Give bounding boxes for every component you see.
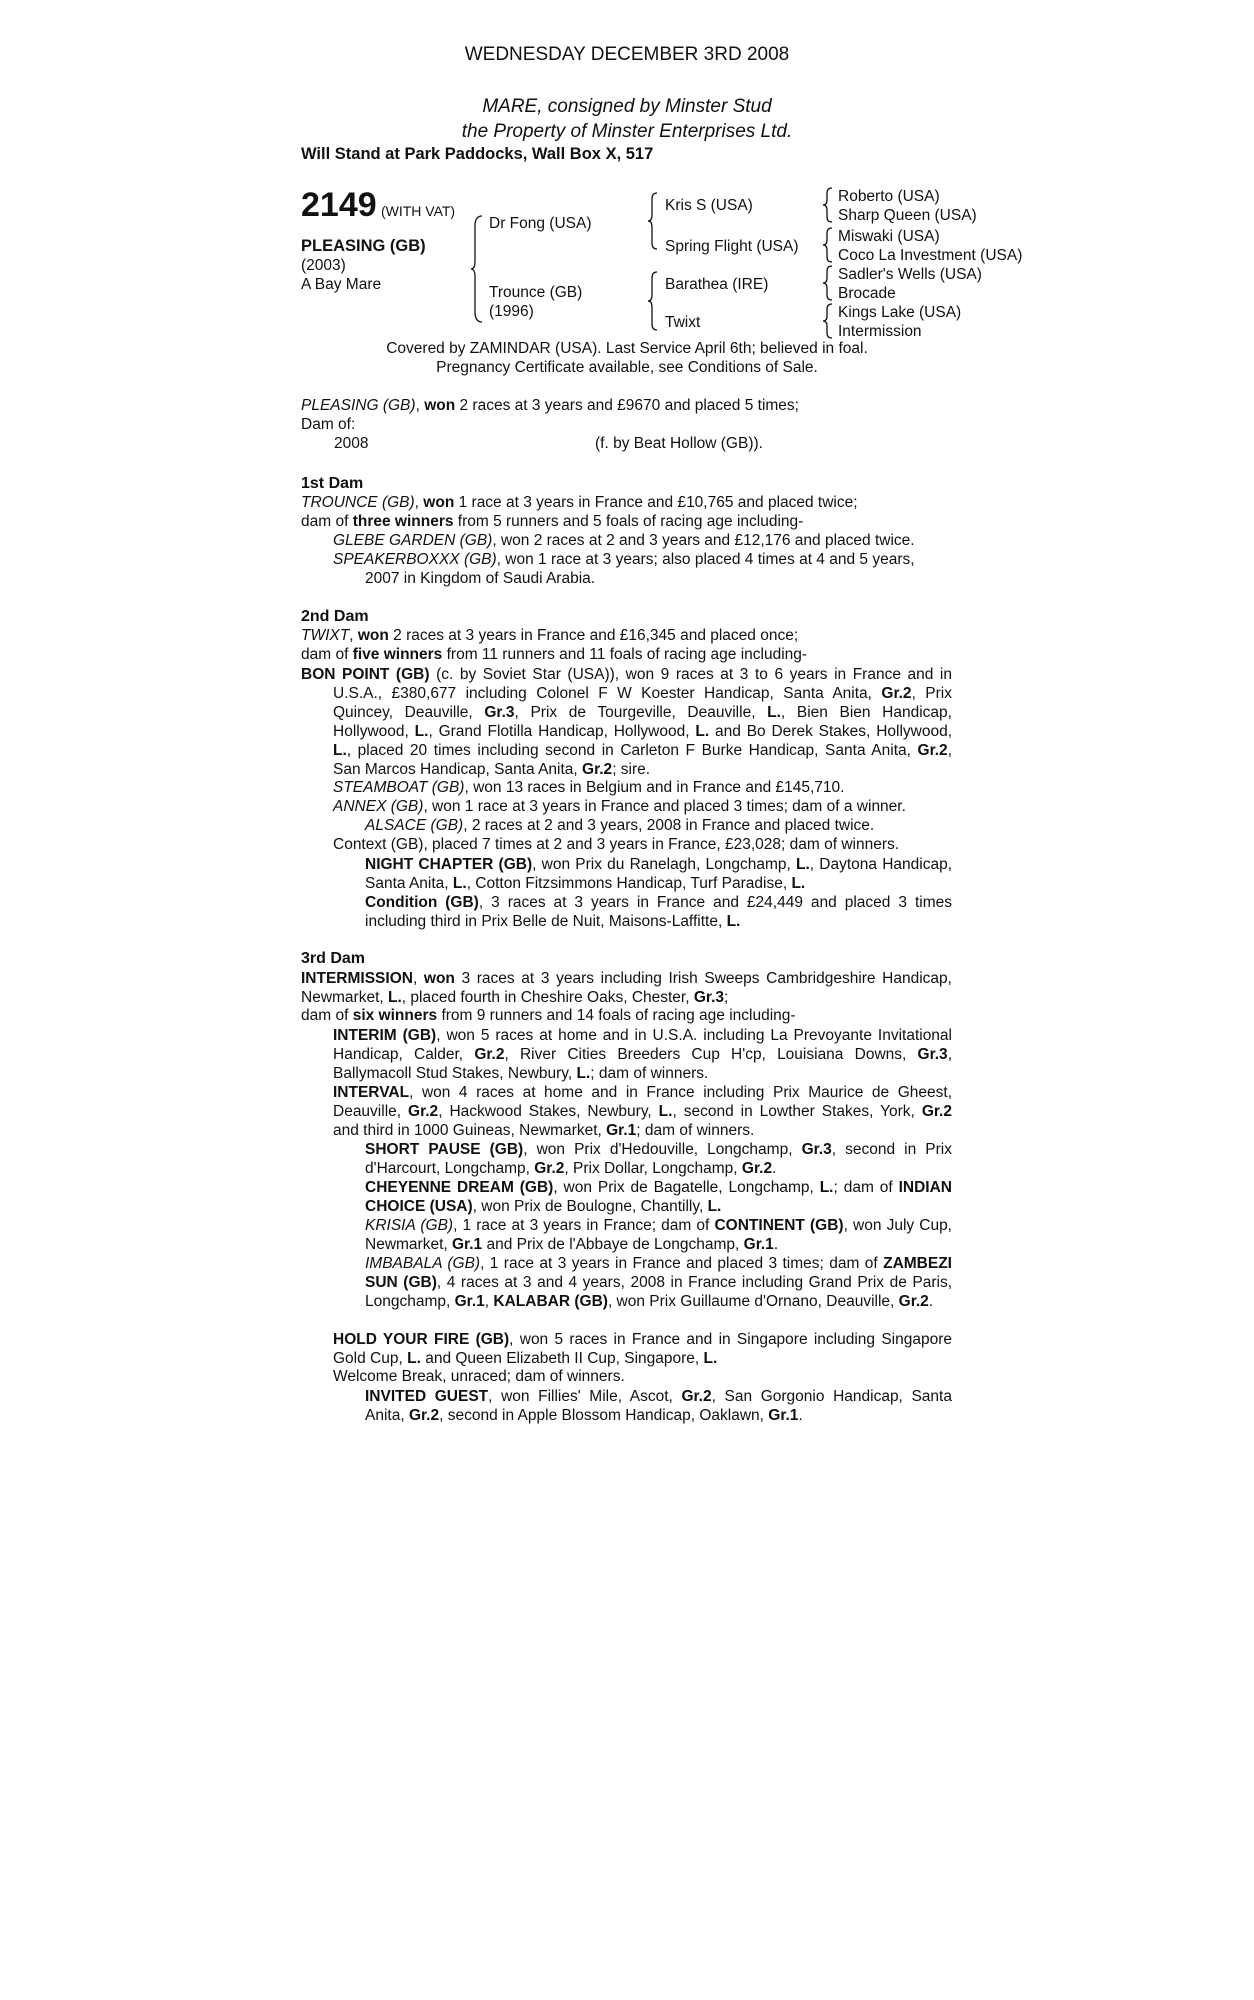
ggparent-3: Miswaki (USA) — [838, 228, 940, 245]
ggparent-7: Kings Lake (USA) — [838, 304, 962, 321]
first-dam-progeny-1: GLEBE GARDEN (GB), won 2 races at 2 and 3 years and £12,176 and placed twice. — [333, 532, 915, 549]
krisia-entry: KRISIA (GB), 1 race at 3 years in France; dam of CONTINENT (GB), won July Cup, Newmarket, Gr.1 and Prix de l'Abbaye de Longchamp, Gr.1. — [365, 1217, 952, 1253]
granddam-1: Spring Flight (USA) — [665, 238, 799, 255]
night-chapter-entry: NIGHT CHAPTER (GB), won Prix du Ranelagh, Longchamp, L., Daytona Handicap, Santa Anita, L., Cotton Fitzsimmons Handicap, Turf Paradise, L. — [365, 856, 952, 892]
first-dam-produce-summary: dam of three winners from 5 runners and 5 foals of racing age including- — [301, 513, 804, 530]
ggparent-2: Sharp Queen (USA) — [838, 207, 977, 224]
third-dam-heading: 3rd Dam — [301, 950, 366, 967]
ggparent-1: Roberto (USA) — [838, 188, 940, 205]
context-entry: Context (GB), placed 7 times at 2 and 3 years in France, £23,028; dam of winners. — [333, 836, 900, 853]
imbabala-entry: IMBABALA (GB), 1 race at 3 years in France and placed 3 times; dam of ZAMBEZI SUN (GB), 4 races at 3 and 4 years, 2008 in France including Grand Prix de Paris, Longchamp, Gr.1, KALABAR (GB), won Prix Guillaume d'Ornano, Deauville, Gr.2. — [365, 1255, 953, 1310]
third-dam-record: INTERMISSION, won 3 races at 3 years including Irish Sweeps Cambridgeshire Handicap, Newmarket, L., placed fourth in Cheshire Oaks, Chester, Gr.3; — [301, 970, 952, 1006]
dam-year: (1996) — [489, 303, 534, 320]
first-dam-record: TROUNCE (GB), won 1 race at 3 years in France and £10,765 and placed twice; — [301, 494, 858, 511]
first-dam-heading: 1st Dam — [301, 475, 364, 492]
bon-point-entry: BON POINT (GB) (c. by Soviet Star (USA)), won 9 races at 3 to 6 years in France and in U.S.A., £380,677 including Colonel F W Koester Handicap, Santa Anita, Gr.2, Prix Quincey, Deauville, Gr.3, Prix de Tourgeville, Deauville, L., Bien Bien Handicap, Hollywood, L., Grand Flotilla Handicap, Hollywood, L. and Bo Derek Stakes, Hollywood, L., placed 20 times including second in Carleton F Burke Handicap, Santa Anita, Gr.2, San Marcos Handicap, Santa Anita, Gr.2; sire. — [301, 666, 953, 778]
produce-description: (f. by Beat Hollow (GB)). — [595, 435, 763, 452]
condition-entry: Condition (GB), 3 races at 3 years in France and £24,449 and placed 3 times including third in Prix Belle de Nuit, Maisons-Laffitte, L. — [365, 894, 952, 930]
covered-line: Covered by ZAMINDAR (USA). Last Service April 6th; believed in foal. — [386, 340, 868, 357]
sire-line-brace — [647, 191, 659, 251]
short-pause-entry: SHORT PAUSE (GB), won Prix d'Hedouville, Longchamp, Gr.3, second in Prix d'Harcourt, Longchamp, Gr.2, Prix Dollar, Longchamp, Gr.2. — [365, 1141, 952, 1177]
lot-number: 2149 — [301, 186, 377, 224]
record-horse-name: PLEASING (GB) — [301, 397, 416, 414]
dam-of-label: Dam of: — [301, 416, 356, 433]
ggparent-4: Coco La Investment (USA) — [838, 247, 1023, 264]
third-dam-produce-summary: dam of six winners from 9 runners and 14 foals of racing age including- — [301, 1007, 796, 1024]
stand-location: Will Stand at Park Paddocks, Wall Box X, 517 — [301, 145, 654, 163]
welcome-break-entry: Welcome Break, unraced; dam of winners. — [333, 1368, 625, 1385]
ggparent-8: Intermission — [838, 323, 922, 340]
ggparent-5: Sadler's Wells (USA) — [838, 266, 982, 283]
sale-date: WEDNESDAY DECEMBER 3RD 2008 — [464, 44, 790, 65]
mare-record: PLEASING (GB), won 2 races at 3 years and £9670 and placed 5 times; — [301, 397, 799, 414]
barathea-brace — [822, 264, 834, 302]
horse-name: PLEASING (GB) — [301, 237, 426, 255]
lot-number-block — [301, 186, 455, 225]
twixt-brace — [822, 302, 834, 340]
interval-entry: INTERVAL, won 4 races at home and in France including Prix Maurice de Gheest, Deauville, Gr.2, Hackwood Stakes, Newbury, L., second in Lowther Stakes, York, Gr.2 and third in 1000 Guineas, Newmarket, Gr.1; dam of winners. — [333, 1084, 952, 1139]
second-dam-produce-summary: dam of five winners from 11 runners and 11 foals of racing age including- — [301, 646, 808, 663]
ggparent-6: Brocade — [838, 285, 896, 302]
dam-name: Trounce (GB) — [489, 284, 583, 301]
dam-line-brace — [647, 270, 659, 332]
steamboat-entry: STEAMBOAT (GB), won 13 races in Belgium and in France and £145,710. — [333, 779, 845, 796]
second-dam-heading: 2nd Dam — [301, 608, 369, 625]
first-dam-progeny-2: SPEAKERBOXXX (GB), won 1 race at 3 years; also placed 4 times at 4 and 5 years, — [333, 551, 915, 568]
annex-entry: ANNEX (GB), won 1 race at 3 years in France and placed 3 times; dam of a winner. — [333, 798, 906, 815]
kris-s-brace — [822, 186, 834, 224]
sire-name: Dr Fong (USA) — [489, 215, 592, 232]
invited-guest-entry: INVITED GUEST, won Fillies' Mile, Ascot, Gr.2, San Gorgonio Handicap, Santa Anita, Gr.2, second in Apple Blossom Handicap, Oaklawn, Gr.1. — [365, 1388, 952, 1424]
alsace-entry: ALSACE (GB), 2 races at 2 and 3 years, 2008 in France and placed twice. — [365, 817, 875, 834]
consignor-line: MARE, consigned by Minster Stud — [482, 96, 772, 117]
produce-year: 2008 — [334, 435, 369, 452]
spring-flight-brace — [822, 226, 834, 264]
cheyenne-dream-entry: CHEYENNE DREAM (GB), won Prix de Bagatelle, Longchamp, L.; dam of INDIAN CHOICE (USA), won Prix de Boulogne, Chantilly, L. — [365, 1179, 952, 1215]
property-line: the Property of Minster Enterprises Ltd. — [461, 121, 793, 142]
foaling-year: (2003) — [301, 257, 346, 274]
first-dam-progeny-2-cont: 2007 in Kingdom of Saudi Arabia. — [365, 570, 596, 587]
grandsire-2: Barathea (IRE) — [665, 276, 769, 293]
hold-your-fire-entry: HOLD YOUR FIRE (GB), won 5 races in France and in Singapore including Singapore Gold Cup, L. and Queen Elizabeth II Cup, Singapore, L. — [333, 1331, 952, 1367]
granddam-2: Twixt — [665, 314, 701, 331]
interim-entry: INTERIM (GB), won 5 races at home and in U.S.A. including La Prevoyante Invitational Handicap, Calder, Gr.2, River Cities Breeders Cup H'cp, Louisiana Downs, Gr.3, Ballymacoll Stud Stakes, Newbury, L.; dam of winners. — [333, 1027, 952, 1082]
vat-note: (WITH VAT) — [380, 203, 456, 219]
sire-dam-brace — [470, 214, 484, 324]
grandsire-1: Kris S (USA) — [665, 197, 753, 214]
pregnancy-line: Pregnancy Certificate available, see Conditions of Sale. — [436, 359, 818, 376]
horse-description: A Bay Mare — [301, 276, 382, 293]
second-dam-record: TWIXT, won 2 races at 3 years in France and £16,345 and placed once; — [301, 627, 799, 644]
